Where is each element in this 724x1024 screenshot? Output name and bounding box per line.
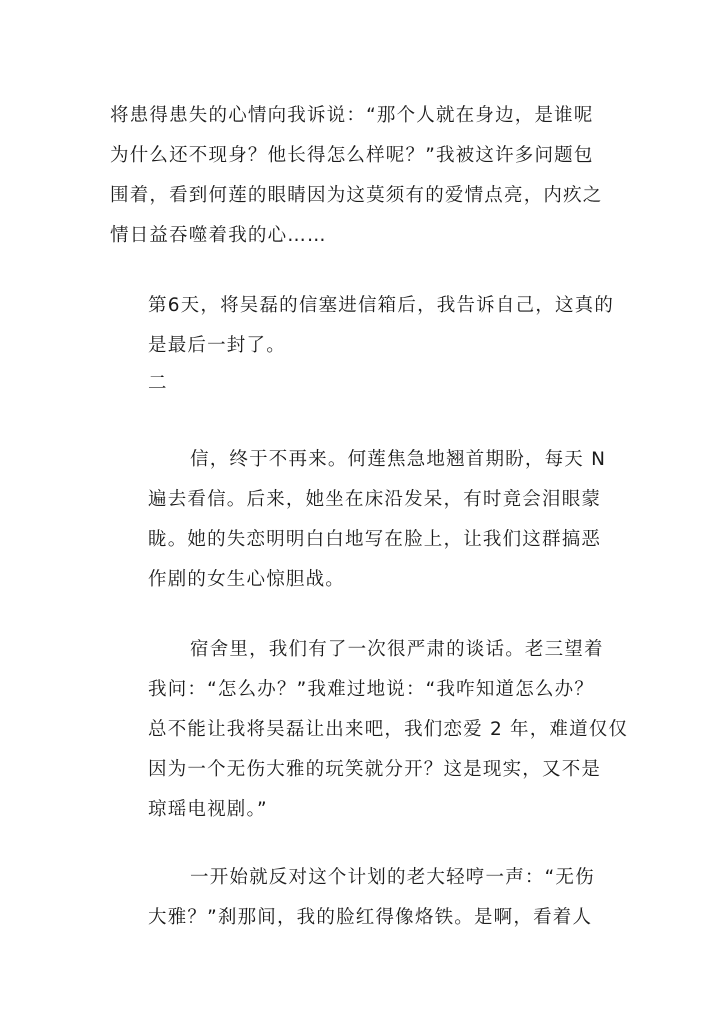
text-line: 是最后一封了。 (148, 335, 286, 356)
section-heading (148, 364, 168, 404)
text-line: 遍去看信。后来，她坐在床沿发呆，有时竟会泪眼蒙 (148, 489, 602, 510)
text-line: 信，终于不再来。何莲焦急地翘首期盼，每天 N (190, 449, 607, 470)
text-line: 琼瑶电视剧。” (148, 799, 268, 820)
text-line: 为什么还不现身？他长得怎么样呢？”我被这许多问题包 (110, 145, 594, 166)
paragraph-3 (148, 440, 606, 600)
text-line: 宿舍里，我们有了一次很严肃的谈话。老三望着 (190, 639, 604, 660)
text-line: 将患得患失的心情向我诉说：“那个人就在身边，是谁呢 (110, 105, 594, 126)
paragraph-5 (148, 858, 595, 938)
text-line: 围着，看到何莲的眼睛因为这莫须有的爱情点亮，内疚之 (110, 185, 603, 206)
paragraph-4 (148, 630, 628, 830)
text-line: 情日益吞噬着我的心…… (110, 225, 327, 246)
text-line: 一开始就反对这个计划的老大轻哼一声：“无伤 (190, 867, 595, 888)
text-line: 作剧的女生心惊胆战。 (148, 569, 346, 590)
paragraph-2 (148, 286, 614, 366)
text-line: 大雅？”刹那间，我的脸红得像烙铁。是啊，看着人 (148, 907, 593, 928)
paragraph-1 (110, 96, 603, 256)
text-line: 总不能让我将吴磊让出来吧，我们恋爱 2 年，难道仅仅 (148, 719, 629, 740)
text-line: 我问：“怎么办？”我难过地说：“我咋知道怎么办？ (148, 679, 595, 700)
text-line: 眬。她的失恋明明白白地写在脸上，让我们这群搞恶 (148, 529, 602, 550)
section-number: 二 (148, 373, 168, 394)
text-line: 第6天，将吴磊的信塞进信箱后，我告诉自己，这真的 (148, 295, 615, 316)
text-line: 因为一个无伤大雅的玩笑就分开？这是现实，又不是 (148, 759, 602, 780)
